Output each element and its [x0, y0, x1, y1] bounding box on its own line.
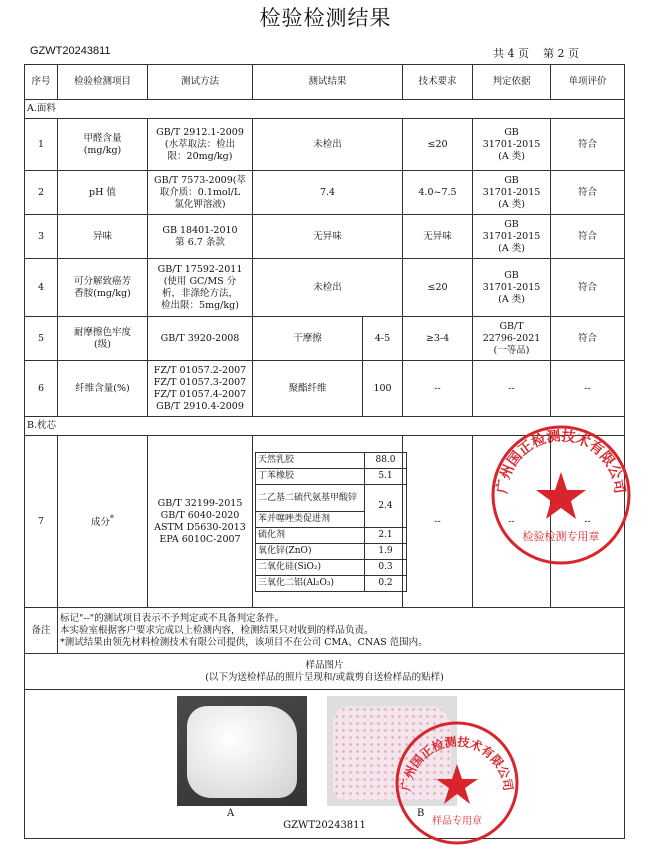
row-result-name: 聚酯纤维 — [253, 361, 363, 417]
asterisk-mark: * — [110, 514, 114, 524]
row-method: GB/T 32199-2015 GB/T 6040-2020 ASTM D5630-2013 EPA 6010C-2007 — [148, 436, 253, 608]
notes-row — [25, 608, 625, 654]
component-row — [256, 543, 407, 559]
table-row — [25, 317, 625, 361]
sample-header-row — [25, 654, 625, 690]
row-item: 纤维含量(%) — [58, 361, 148, 417]
row-evaluation: 符合 — [551, 317, 625, 361]
row-basis: GB 31701-2015 (A 类) — [473, 171, 551, 215]
row-no: 3 — [25, 215, 58, 259]
star-icon — [536, 472, 586, 519]
row-evaluation: -- — [551, 436, 625, 608]
component-value: 2.1 — [365, 527, 407, 543]
row-item — [58, 436, 148, 608]
note-line: *测试结果由领先材料检测技术有限公司提供，该项目不在公司 CMA、CNAS 范围内。 — [60, 636, 428, 648]
component-row — [256, 559, 407, 575]
table-row — [25, 119, 625, 171]
component-value: 0.3 — [365, 559, 407, 575]
component-row — [256, 527, 407, 543]
components-table — [255, 452, 407, 592]
component-value: 0.2 — [365, 575, 407, 591]
sample-photo-cell — [25, 690, 625, 839]
row-no: 6 — [25, 361, 58, 417]
sample-photo-row — [25, 690, 625, 839]
sample-header — [25, 654, 625, 690]
row-requirement: -- — [403, 361, 473, 417]
table-row — [25, 171, 625, 215]
seal-subtext: 样品专用章 — [432, 816, 482, 827]
header-no: 序号 — [25, 65, 58, 100]
component-value: 5.1 — [365, 468, 407, 484]
table-row — [25, 215, 625, 259]
pillowcase-image — [187, 706, 297, 798]
sample-report-number: GZWT20243811 — [283, 820, 366, 831]
caption-a: A — [227, 808, 235, 819]
row-evaluation: 符合 — [551, 119, 625, 171]
row-method: GB/T 17592-2011 (使用 GC/MS 分 析，非涤纶方法， 检出限：5mg/kg) — [148, 259, 253, 317]
component-value: 1.9 — [365, 543, 407, 559]
header-basis: 判定依据 — [473, 65, 551, 100]
header-row — [25, 65, 625, 100]
row-result-value: 100 — [363, 361, 403, 417]
row-item: pH 值 — [58, 171, 148, 215]
component-name: 丁苯橡胶 — [256, 468, 365, 484]
component-name: 天然乳胶 — [256, 452, 365, 468]
row-basis: -- — [473, 436, 551, 608]
row-no: 1 — [25, 119, 58, 171]
row-item: 可分解致癌芳 香胺(mg/kg) — [58, 259, 148, 317]
section-a-label: A.面料 — [25, 100, 625, 119]
section-b-label: B.枕芯 — [25, 417, 625, 436]
row-result: 未检出 — [253, 119, 403, 171]
row-no: 5 — [25, 317, 58, 361]
table-row — [25, 361, 625, 417]
row-requirement: 4.0~7.5 — [403, 171, 473, 215]
row-requirement: -- — [403, 436, 473, 608]
row-requirement: ≤20 — [403, 259, 473, 317]
table-row — [25, 259, 625, 317]
header-evaluation: 单项评价 — [551, 65, 625, 100]
row-evaluation: 符合 — [551, 215, 625, 259]
component-name: 苯并噻唑类促进剂 — [256, 511, 365, 527]
components-cell — [253, 436, 403, 608]
component-name: 二氧化硅(SiO₂) — [256, 559, 365, 575]
section-row — [25, 100, 625, 119]
row-result: 无异味 — [253, 215, 403, 259]
page-indicator: 共 4 页 第 2 页 — [493, 47, 579, 60]
component-name: 氧化锌(ZnO) — [256, 543, 365, 559]
row-method: GB/T 7573-2009(萃 取介质：0.1mol/L 氯化钾溶液) — [148, 171, 253, 215]
row-basis: -- — [473, 361, 551, 417]
row-result: 7.4 — [253, 171, 403, 215]
row-item: 耐摩擦色牢度 (级) — [58, 317, 148, 361]
component-row — [256, 452, 407, 468]
row-no: 4 — [25, 259, 58, 317]
header-item: 检验检测项目 — [58, 65, 148, 100]
component-row — [256, 468, 407, 484]
component-value: 88.0 — [365, 452, 407, 468]
row-result-value: 4-5 — [363, 317, 403, 361]
component-name: 二乙基二硫代氨基甲酸锌 — [256, 484, 365, 511]
row-basis: GB 31701-2015 (A 类) — [473, 119, 551, 171]
row-method: GB/T 2912.1-2009 (水萃取法：检出 限：20mg/kg) — [148, 119, 253, 171]
row-basis: GB 31701-2015 (A 类) — [473, 215, 551, 259]
inspection-seal — [486, 420, 636, 570]
row-method: GB 18401-2010 第 6.7 条款 — [148, 215, 253, 259]
sample-subtitle: (以下为送检样品的照片呈现和/或裁剪自送检样品的贴样) — [205, 671, 444, 683]
header-result: 测试结果 — [253, 65, 403, 100]
row-requirement: 无异味 — [403, 215, 473, 259]
row-item: 异味 — [58, 215, 148, 259]
seal-text: 广州国正检测技术有限公司 — [494, 428, 628, 495]
row-no: 7 — [25, 436, 58, 608]
report-number: GZWT20243811 — [30, 45, 111, 57]
component-row — [256, 484, 407, 511]
row-requirement: ≥3-4 — [403, 317, 473, 361]
sample-photo-a — [177, 696, 307, 806]
header-requirement: 技术要求 — [403, 65, 473, 100]
component-name: 三氧化二铝(Al₂O₃) — [256, 575, 365, 591]
component-value: 2.4 — [365, 484, 407, 527]
sample-title: 样品图片 — [305, 659, 344, 671]
component-name: 硫化剂 — [256, 527, 365, 543]
row-item-label: 成分 — [91, 517, 111, 529]
caption-b: B — [417, 808, 425, 819]
note-line: 标记"--"的测试项目表示不予判定或不具备判定条件。 — [60, 612, 285, 624]
row-result: 未检出 — [253, 259, 403, 317]
star-icon — [436, 764, 478, 804]
row-item: 甲醛含量 (mg/kg) — [58, 119, 148, 171]
component-row — [256, 575, 407, 591]
seal-subtext: 检验检测专用章 — [522, 530, 600, 543]
row-evaluation: -- — [551, 361, 625, 417]
sample-seal — [392, 718, 522, 848]
page-title: 检验检测结果 — [259, 6, 392, 30]
seal-text: 广州国正检测技术有限公司 — [398, 734, 516, 792]
row-method: FZ/T 01057.2-2007 FZ/T 01057.3-2007 FZ/T 01057.4-2007 GB/T 2910.4-2009 — [148, 361, 253, 417]
notes-content — [58, 608, 625, 654]
row-method: GB/T 3920-2008 — [148, 317, 253, 361]
sample-photos — [25, 690, 624, 838]
note-line: 本实验室根据客户要求完成以上检测内容，检测结果只对收到的样品负责。 — [60, 624, 374, 636]
row-basis: GB/T 22796-2021 (一等品) — [473, 317, 551, 361]
row-evaluation: 符合 — [551, 171, 625, 215]
row-requirement: ≤20 — [403, 119, 473, 171]
row-no: 2 — [25, 171, 58, 215]
header-method: 测试方法 — [148, 65, 253, 100]
row-basis: GB 31701-2015 (A 类) — [473, 259, 551, 317]
notes-label: 备注 — [25, 608, 58, 654]
row-result-name: 干摩擦 — [253, 317, 363, 361]
row-evaluation: 符合 — [551, 259, 625, 317]
